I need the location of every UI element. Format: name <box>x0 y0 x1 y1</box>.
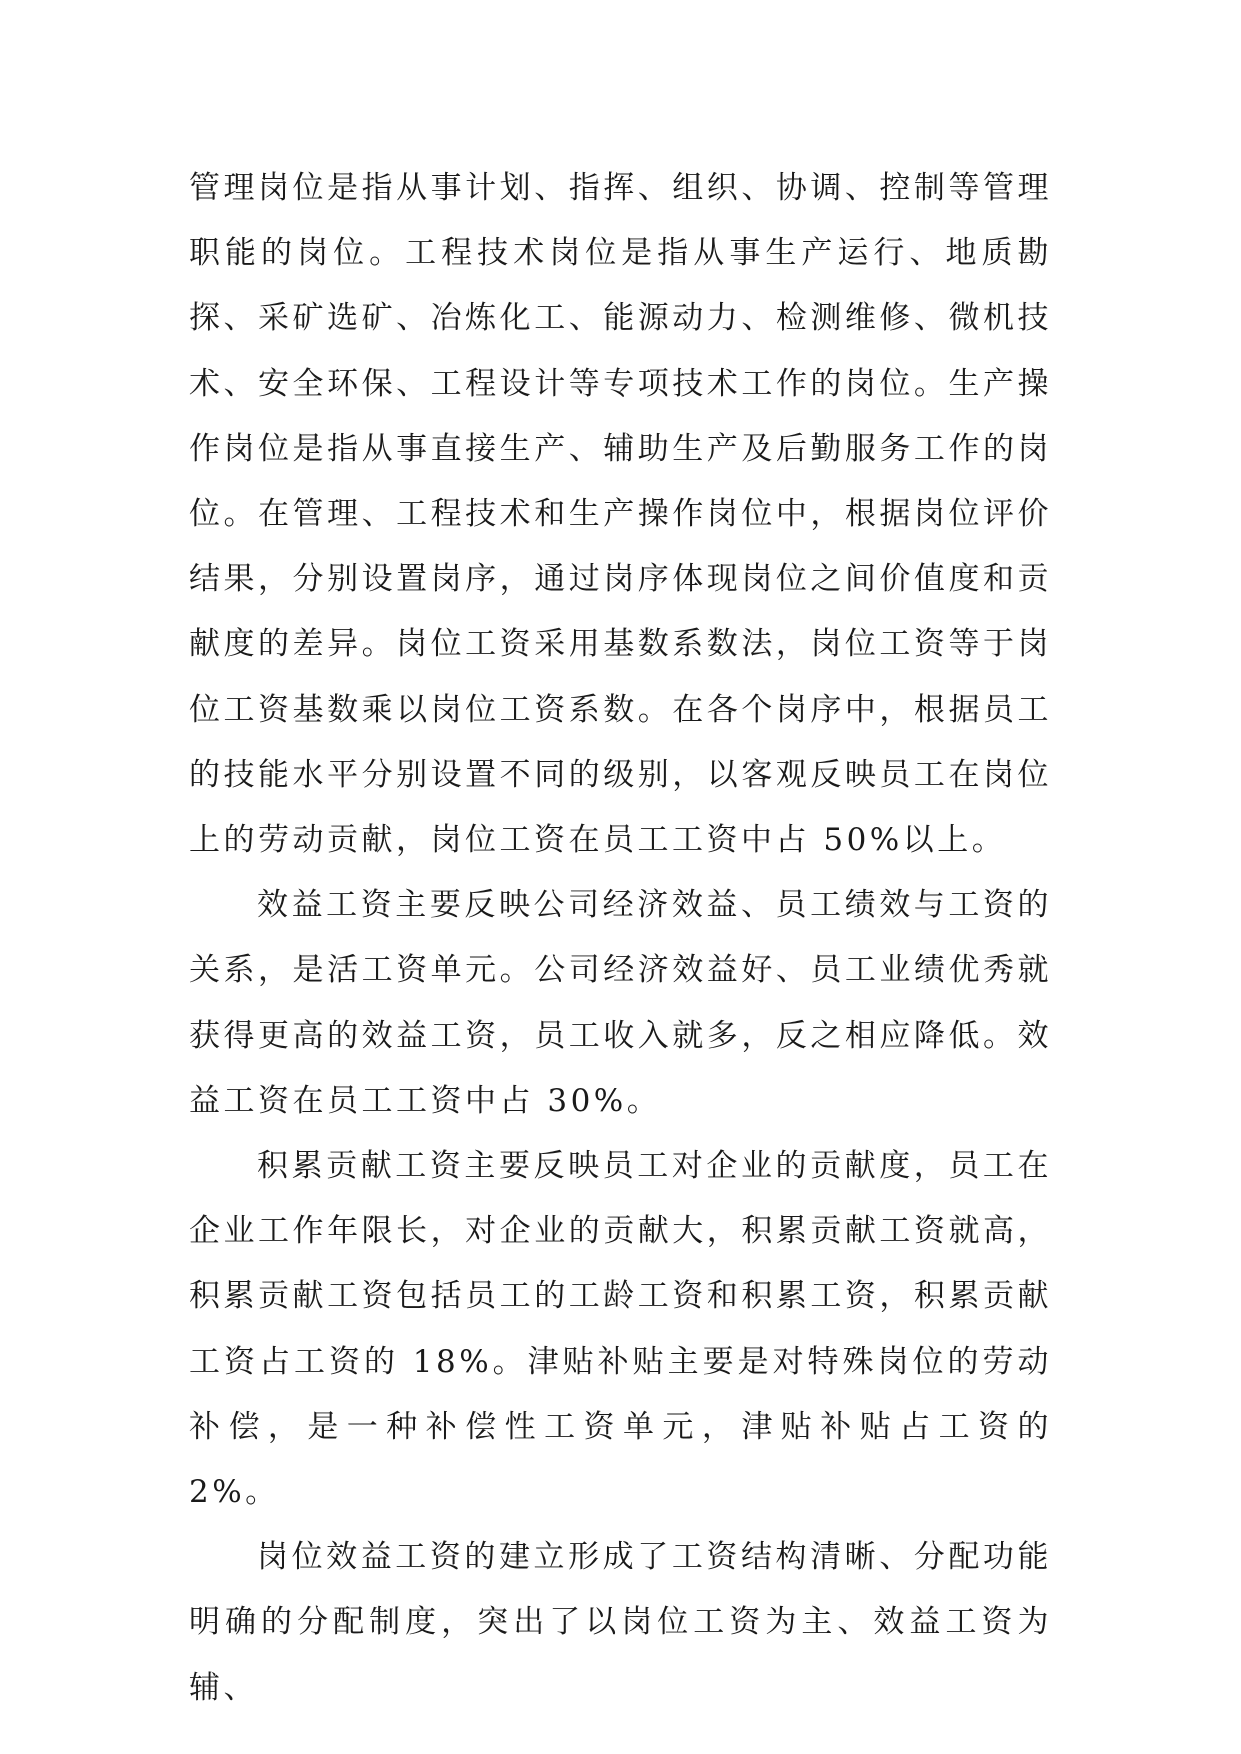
paragraph-pay-system-summary: 岗位效益工资的建立形成了工资结构清晰、分配功能明确的分配制度，突出了以岗位工资为主、效益工资为辅、 <box>189 1539 1052 1706</box>
paragraph-job-positions: 管理岗位是指从事计划、指挥、组织、协调、控制等管理职能的岗位。工程技术岗位是指从事生产运行、地质勘探、采矿选矿、冶炼化工、能源动力、检测维修、微机技术、安全环保、工程设计等专项技术工作的岗位。生产操作岗位是指从事直接生产、辅助生产及后勤服务工作的岗位。在管理、工程技术和生产操作岗位中，根据岗位评价结果，分别设置岗序，通过岗序体现岗位之间价值度和贡献度的差异。岗位工资采用基数系数法，岗位工资等于岗位工资基数乘以岗位工资系数。在各个岗序中，根据员工的技能水平分别设置不同的级别，以客观反映员工在岗位上的劳动贡献，岗位工资在员工工资中占 50%以上。 <box>189 170 1052 859</box>
document-body <box>189 156 1052 1721</box>
paragraph-cumulative-contribution-pay: 积累贡献工资主要反映员工对企业的贡献度，员工在企业工作年限长，对企业的贡献大，积累贡献工资就高，积累贡献工资包括员工的工龄工资和积累工资，积累贡献工资占工资的 18%。津贴补贴主要是对特殊岗位的劳动补偿，是一种补偿性工资单元，津贴补贴占工资的 2%。 <box>189 1148 1052 1511</box>
paragraph-performance-pay: 效益工资主要反映公司经济效益、员工绩效与工资的关系，是活工资单元。公司经济效益好、员工业绩优秀就获得更高的效益工资，员工收入就多，反之相应降低。效益工资在员工工资中占 30%。 <box>189 887 1052 1119</box>
